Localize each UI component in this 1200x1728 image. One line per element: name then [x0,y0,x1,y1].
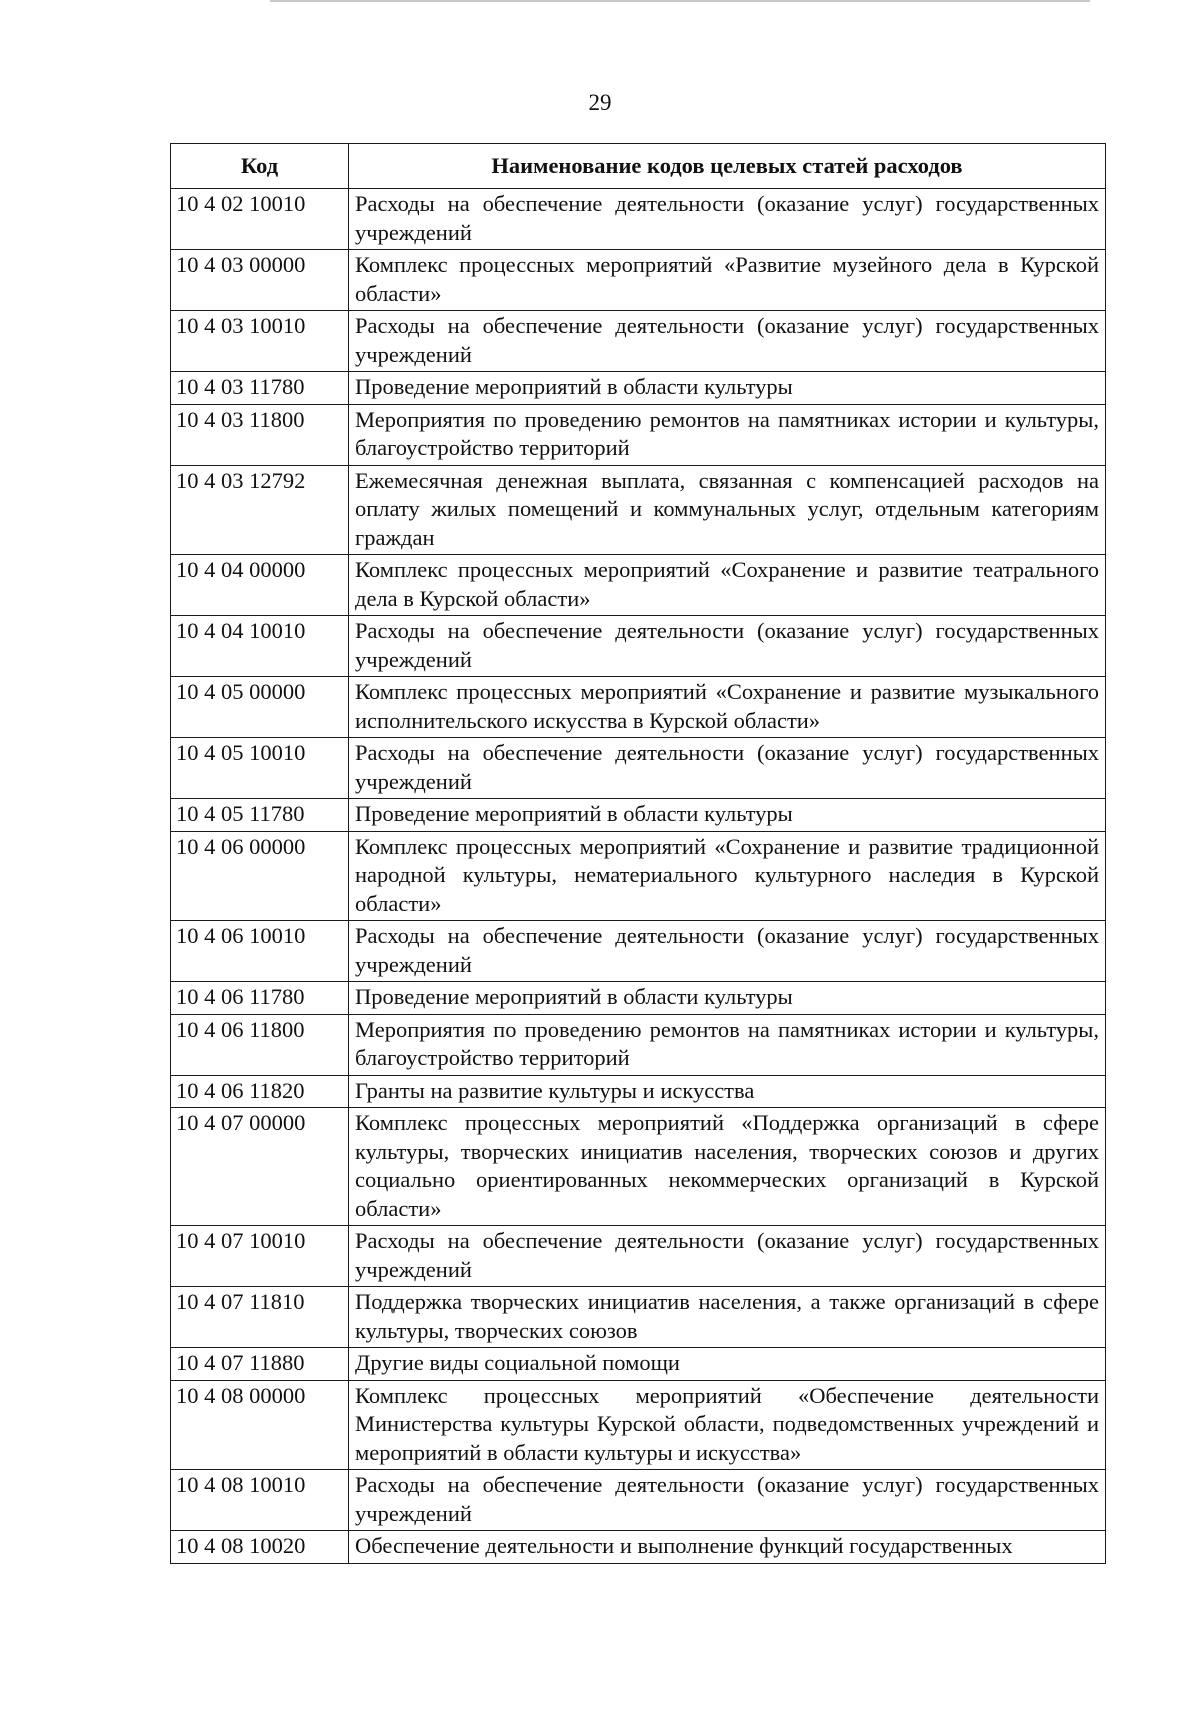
row-code: 10 4 08 00000 [171,1380,349,1470]
row-code: 10 4 03 12792 [171,465,349,555]
table-row [171,1014,1106,1075]
row-name: Комплекс процессных мероприятий «Сохранение и развитие традиционной народной культуры, нематериального культурного наследия в Курской области» [349,831,1106,921]
row-code: 10 4 08 10020 [171,1531,349,1564]
row-name: Комплекс процессных мероприятий «Обеспечение деятельности Министерства культуры Курской области, подведомственных учреждений и мероприятий в области культуры и искусства» [349,1380,1106,1470]
table-row [171,1108,1106,1226]
table-row [171,738,1106,799]
row-code: 10 4 06 10010 [171,921,349,982]
row-name: Проведение мероприятий в области культуры [349,799,1106,832]
row-name: Проведение мероприятий в области культуры [349,372,1106,405]
table-row [171,831,1106,921]
table-row [171,1287,1106,1348]
table-row [171,1226,1106,1287]
row-code: 10 4 03 10010 [171,311,349,372]
row-name: Комплекс процессных мероприятий «Сохранение и развитие музыкального исполнительского искусства в Курской области» [349,677,1106,738]
header-name: Наименование кодов целевых статей расходов [349,144,1106,189]
header-code: Код [171,144,349,189]
row-name: Другие виды социальной помощи [349,1348,1106,1381]
row-name: Мероприятия по проведению ремонтов на памятниках истории и культуры, благоустройство территорий [349,1014,1106,1075]
row-name: Расходы на обеспечение деятельности (оказание услуг) государственных учреждений [349,1470,1106,1531]
row-name: Гранты на развитие культуры и искусства [349,1075,1106,1108]
table-row [171,1348,1106,1381]
row-name: Ежемесячная денежная выплата, связанная с компенсацией расходов на оплату жилых помещений и коммунальных услуг, отдельным категориям граждан [349,465,1106,555]
row-code: 10 4 06 11820 [171,1075,349,1108]
page-number: 29 [588,90,612,115]
row-code: 10 4 07 11810 [171,1287,349,1348]
table-row [171,1470,1106,1531]
target-expense-codes-table [170,143,1106,1564]
table-row [171,799,1106,832]
row-code: 10 4 07 10010 [171,1226,349,1287]
row-name: Комплекс процессных мероприятий «Поддержка организаций в сфере культуры, творческих инициатив населения, творческих союзов и других социально ориентированных некоммерческих организаций в Курской области» [349,1108,1106,1226]
row-code: 10 4 05 10010 [171,738,349,799]
table-row [171,555,1106,616]
table-row [171,250,1106,311]
row-name: Расходы на обеспечение деятельности (оказание услуг) государственных учреждений [349,1226,1106,1287]
row-code: 10 4 03 00000 [171,250,349,311]
table-row [171,372,1106,405]
row-name: Расходы на обеспечение деятельности (оказание услуг) государственных учреждений [349,738,1106,799]
row-code: 10 4 05 11780 [171,799,349,832]
row-name: Проведение мероприятий в области культуры [349,982,1106,1015]
row-name: Комплекс процессных мероприятий «Сохранение и развитие театрального дела в Курской области» [349,555,1106,616]
row-code: 10 4 08 10010 [171,1470,349,1531]
table-row [171,1531,1106,1564]
table-row [171,677,1106,738]
row-code: 10 4 06 11800 [171,1014,349,1075]
table-body [171,189,1106,1564]
row-name: Обеспечение деятельности и выполнение функций государственных [349,1531,1106,1564]
scan-edge-line [270,0,1090,2]
row-code: 10 4 03 11800 [171,404,349,465]
table-row [171,189,1106,250]
row-code: 10 4 03 11780 [171,372,349,405]
row-name: Расходы на обеспечение деятельности (оказание услуг) государственных учреждений [349,311,1106,372]
row-name: Мероприятия по проведению ремонтов на памятниках истории и культуры, благоустройство территорий [349,404,1106,465]
table-row [171,311,1106,372]
row-code: 10 4 02 10010 [171,189,349,250]
row-name: Поддержка творческих инициатив населения, а также организаций в сфере культуры, творческих союзов [349,1287,1106,1348]
row-name: Расходы на обеспечение деятельности (оказание услуг) государственных учреждений [349,616,1106,677]
row-code: 10 4 07 00000 [171,1108,349,1226]
table-row [171,982,1106,1015]
row-name: Расходы на обеспечение деятельности (оказание услуг) государственных учреждений [349,189,1106,250]
row-code: 10 4 07 11880 [171,1348,349,1381]
row-code: 10 4 05 00000 [171,677,349,738]
table-row [171,465,1106,555]
table-row [171,1075,1106,1108]
table-row [171,404,1106,465]
row-code: 10 4 04 10010 [171,616,349,677]
row-name: Комплекс процессных мероприятий «Развитие музейного дела в Курской области» [349,250,1106,311]
table-row [171,616,1106,677]
table-row [171,921,1106,982]
table-header-row [171,144,1106,189]
table-row [171,1380,1106,1470]
row-code: 10 4 04 00000 [171,555,349,616]
row-code: 10 4 06 11780 [171,982,349,1015]
row-name: Расходы на обеспечение деятельности (оказание услуг) государственных учреждений [349,921,1106,982]
row-code: 10 4 06 00000 [171,831,349,921]
